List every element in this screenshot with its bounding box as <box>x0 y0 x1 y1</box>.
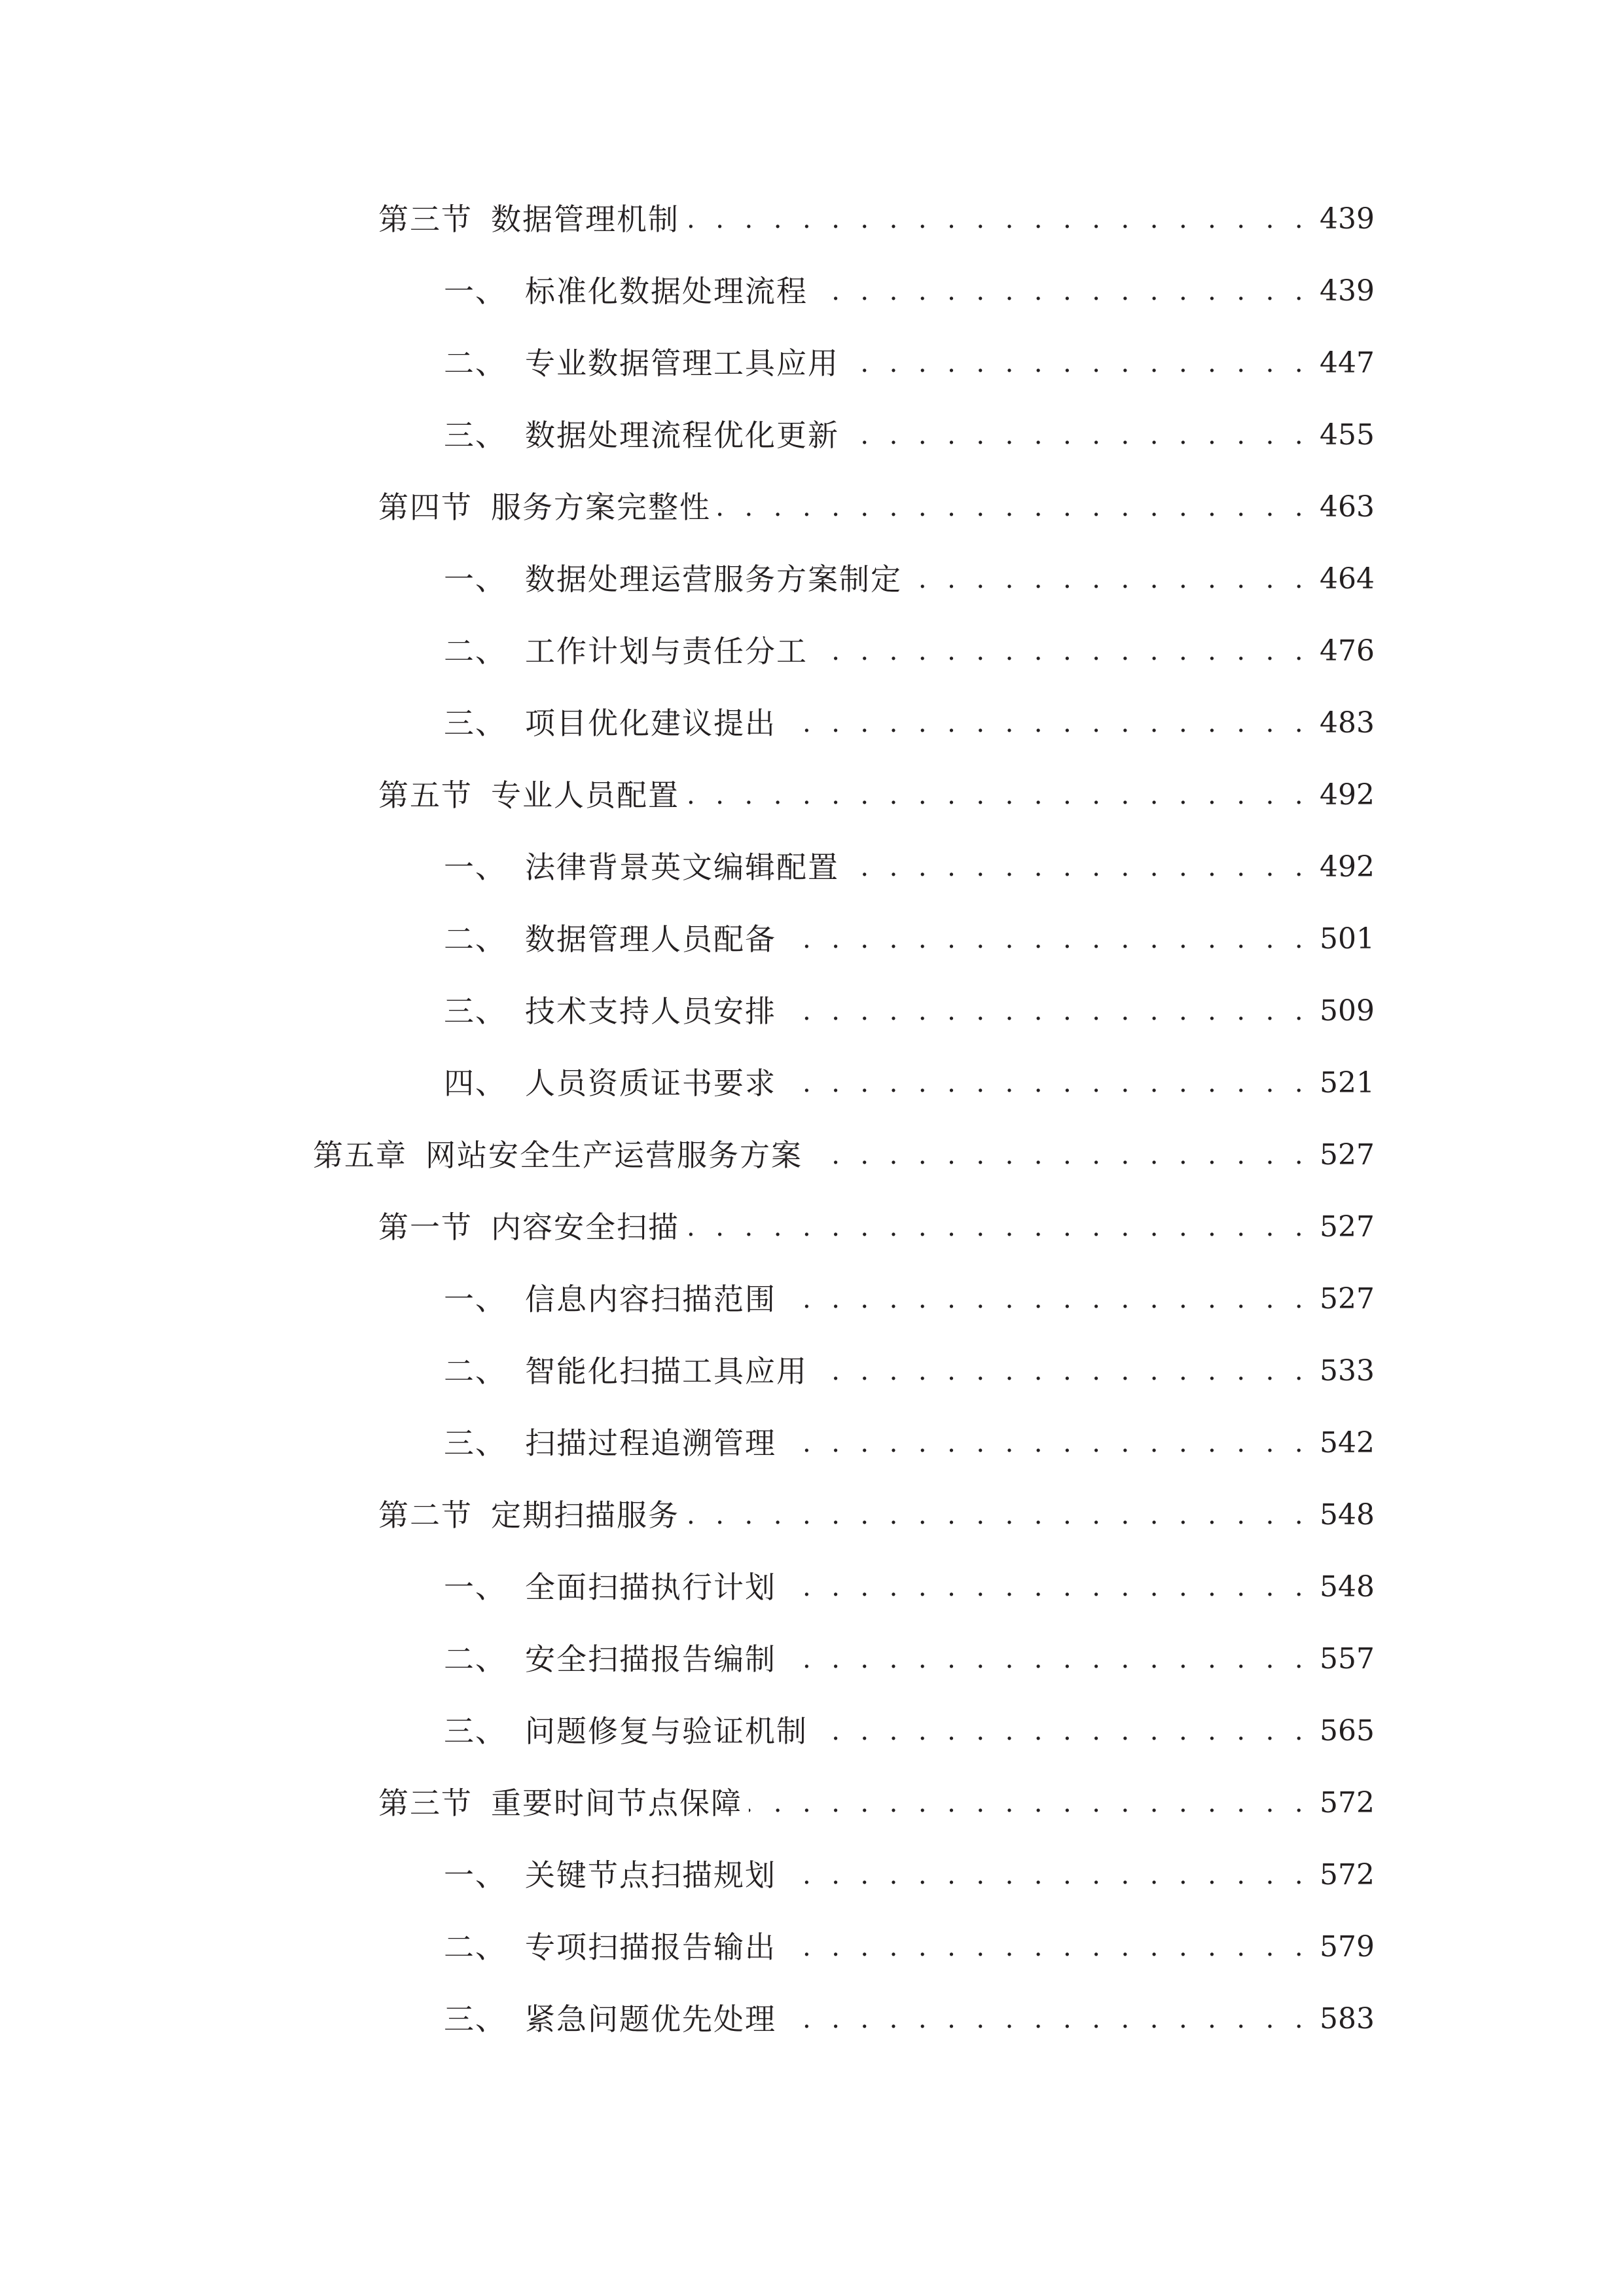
toc-entry-number: 第五章 <box>313 1138 407 1173</box>
toc-entry-page: 583 <box>1320 2002 1375 2036</box>
toc-dot-leader <box>783 1983 1309 2055</box>
toc-entry-page: 492 <box>1320 850 1375 884</box>
toc-entry-page: 533 <box>1320 1354 1375 1388</box>
toc-dot-leader <box>783 1551 1309 1623</box>
toc-dot-leader <box>717 471 1309 543</box>
toc-entry-page: 557 <box>1320 1642 1375 1676</box>
toc-dot-leader <box>814 1335 1309 1407</box>
toc-entry-item[interactable] <box>444 903 1373 975</box>
toc-entry-number: 第三节 <box>378 1785 473 1821</box>
toc-entry-number: 一、 <box>444 1857 507 1893</box>
toc-entry-number: 第四节 <box>378 490 473 525</box>
toc-entry-item[interactable] <box>444 1911 1373 1983</box>
toc-dot-leader <box>814 615 1309 687</box>
toc-entry-section-4[interactable] <box>378 471 1373 543</box>
toc-dot-leader <box>809 1119 1309 1191</box>
toc-entry-item[interactable] <box>444 1623 1373 1695</box>
toc-entry-page: 447 <box>1320 346 1375 380</box>
toc-dot-leader <box>783 1407 1309 1479</box>
toc-entry-item[interactable] <box>444 615 1373 687</box>
toc-entry-page: 572 <box>1320 1786 1375 1820</box>
toc-entry-section-1[interactable] <box>378 1191 1373 1263</box>
toc-entry-item[interactable] <box>444 1047 1373 1119</box>
toc-entry-title: 数据管理人员配备 <box>525 922 776 957</box>
toc-entry-number: 二、 <box>444 1929 507 1965</box>
toc-dot-leader <box>749 1767 1309 1839</box>
toc-entry-title: 信息内容扫描范围 <box>525 1282 776 1317</box>
toc-entry-number: 一、 <box>444 1570 507 1605</box>
toc-entry-page: 548 <box>1320 1570 1375 1604</box>
toc-entry-number: 一、 <box>444 274 507 309</box>
toc-entry-number: 三、 <box>444 2001 507 2037</box>
toc-dot-leader <box>686 1479 1309 1551</box>
toc-entry-item[interactable] <box>444 399 1373 471</box>
toc-entry-title: 专业人员配置 <box>491 778 679 813</box>
toc-entry-number: 第三节 <box>378 202 473 237</box>
toc-entry-title: 网站安全生产运营服务方案 <box>425 1138 803 1173</box>
toc-entry-title: 关键节点扫描规划 <box>525 1857 776 1893</box>
toc-entry-title: 扫描过程追溯管理 <box>525 1426 776 1461</box>
toc-dot-leader <box>783 975 1309 1047</box>
toc-dot-leader <box>846 399 1309 471</box>
toc-entry-page: 527 <box>1320 1282 1375 1316</box>
toc-entry-title: 项目优化建议提出 <box>525 706 776 741</box>
toc-entry-page: 501 <box>1320 922 1375 956</box>
toc-entry-number: 三、 <box>444 1713 507 1749</box>
toc-entry-item[interactable] <box>444 327 1373 399</box>
toc-entry-item[interactable] <box>444 687 1373 759</box>
toc-entry-number: 三、 <box>444 418 507 453</box>
toc-dot-leader <box>814 1695 1309 1767</box>
toc-entry-page: 548 <box>1320 1498 1375 1532</box>
toc-dot-leader <box>909 543 1309 615</box>
toc-entry-chapter-5[interactable] <box>313 1119 1373 1191</box>
toc-entry-number: 二、 <box>444 1354 507 1389</box>
toc-dot-leader <box>783 1839 1309 1911</box>
toc-entry-page: 521 <box>1320 1066 1375 1100</box>
toc-entry-title: 标准化数据处理流程 <box>525 274 808 309</box>
toc-entry-number: 一、 <box>444 562 507 597</box>
toc-entry-page: 483 <box>1320 706 1375 740</box>
toc-entry-item[interactable] <box>444 543 1373 615</box>
toc-entry-page: 527 <box>1320 1138 1375 1172</box>
toc-dot-leader <box>783 1263 1309 1335</box>
toc-entry-title: 专项扫描报告输出 <box>525 1929 776 1965</box>
toc-entry-number: 三、 <box>444 1426 507 1461</box>
toc-entry-item[interactable] <box>444 1839 1373 1911</box>
toc-entry-number: 二、 <box>444 1641 507 1677</box>
toc-entry-page: 572 <box>1320 1858 1375 1892</box>
toc-entry-page: 565 <box>1320 1714 1375 1748</box>
toc-entry-section-3b[interactable] <box>378 1767 1373 1839</box>
toc-entry-number: 一、 <box>444 850 507 885</box>
toc-entry-number: 二、 <box>444 634 507 669</box>
toc-entry-number: 第二节 <box>378 1498 473 1533</box>
toc-entry-number: 三、 <box>444 706 507 741</box>
toc-entry-title: 数据管理机制 <box>491 202 679 237</box>
toc-entry-number: 第一节 <box>378 1210 473 1245</box>
toc-entry-page: 527 <box>1320 1210 1375 1244</box>
toc-entry-section-3[interactable] <box>378 183 1373 255</box>
toc-entry-title: 紧急问题优先处理 <box>525 2001 776 2037</box>
toc-entry-number: 一、 <box>444 1282 507 1317</box>
toc-entry-title: 服务方案完整性 <box>491 490 711 525</box>
toc-entry-number: 二、 <box>444 346 507 381</box>
toc-dot-leader <box>783 1911 1309 1983</box>
toc-entry-number: 二、 <box>444 922 507 957</box>
toc-entry-item[interactable] <box>444 1335 1373 1407</box>
toc-entry-title: 法律背景英文编辑配置 <box>525 850 839 885</box>
toc-entry-title: 全面扫描执行计划 <box>525 1570 776 1605</box>
toc-entry-item[interactable] <box>444 1983 1373 2055</box>
toc-entry-page: 542 <box>1320 1426 1375 1460</box>
toc-entry-page: 463 <box>1320 490 1375 524</box>
toc-entry-page: 492 <box>1320 778 1375 812</box>
toc-entry-page: 579 <box>1320 1930 1375 1964</box>
toc-dot-leader <box>686 759 1309 831</box>
toc-entry-page: 455 <box>1320 418 1375 452</box>
toc-entry-item[interactable] <box>444 1695 1373 1767</box>
toc-entry-item[interactable] <box>444 831 1373 903</box>
toc-entry-title: 专业数据管理工具应用 <box>525 346 839 381</box>
toc-entry-page: 439 <box>1320 202 1375 236</box>
toc-entry-title: 内容安全扫描 <box>491 1210 679 1245</box>
toc-dot-leader <box>814 255 1309 327</box>
toc-dot-leader <box>846 831 1309 903</box>
toc-dot-leader <box>846 327 1309 399</box>
toc-dot-leader <box>783 687 1309 759</box>
toc-dot-leader <box>783 903 1309 975</box>
toc-entry-section-2[interactable] <box>378 1479 1373 1551</box>
toc-entry-title: 工作计划与责任分工 <box>525 634 808 669</box>
toc-dot-leader <box>686 183 1309 255</box>
toc-entry-title: 人员资质证书要求 <box>525 1066 776 1101</box>
toc-dot-leader <box>783 1623 1309 1695</box>
toc-entry-item[interactable] <box>444 975 1373 1047</box>
toc-entry-page: 509 <box>1320 994 1375 1028</box>
toc-entry-title: 问题修复与验证机制 <box>525 1713 808 1749</box>
toc-dot-leader <box>686 1191 1309 1263</box>
toc-entry-title: 安全扫描报告编制 <box>525 1641 776 1677</box>
toc-entry-page: 464 <box>1320 562 1375 596</box>
toc-dot-leader <box>783 1047 1309 1119</box>
toc-entry-number: 四、 <box>444 1066 507 1101</box>
toc-entry-title: 重要时间节点保障 <box>491 1785 742 1821</box>
toc-entry-number: 第五节 <box>378 778 473 813</box>
toc-entry-title: 定期扫描服务 <box>491 1498 679 1533</box>
toc-entry-item[interactable] <box>444 1263 1373 1335</box>
toc-entry-number: 三、 <box>444 994 507 1029</box>
toc-entry-section-5[interactable] <box>378 759 1373 831</box>
toc-entry-item[interactable] <box>444 1551 1373 1623</box>
toc-entry-title: 数据处理运营服务方案制定 <box>525 562 902 597</box>
toc-entry-page: 476 <box>1320 634 1375 668</box>
toc-entry-page: 439 <box>1320 274 1375 308</box>
toc-entry-title: 智能化扫描工具应用 <box>525 1354 808 1389</box>
toc-entry-item[interactable] <box>444 255 1373 327</box>
toc-entry-title: 技术支持人员安排 <box>525 994 776 1029</box>
toc-entry-title: 数据处理流程优化更新 <box>525 418 839 453</box>
toc-entry-item[interactable] <box>444 1407 1373 1479</box>
